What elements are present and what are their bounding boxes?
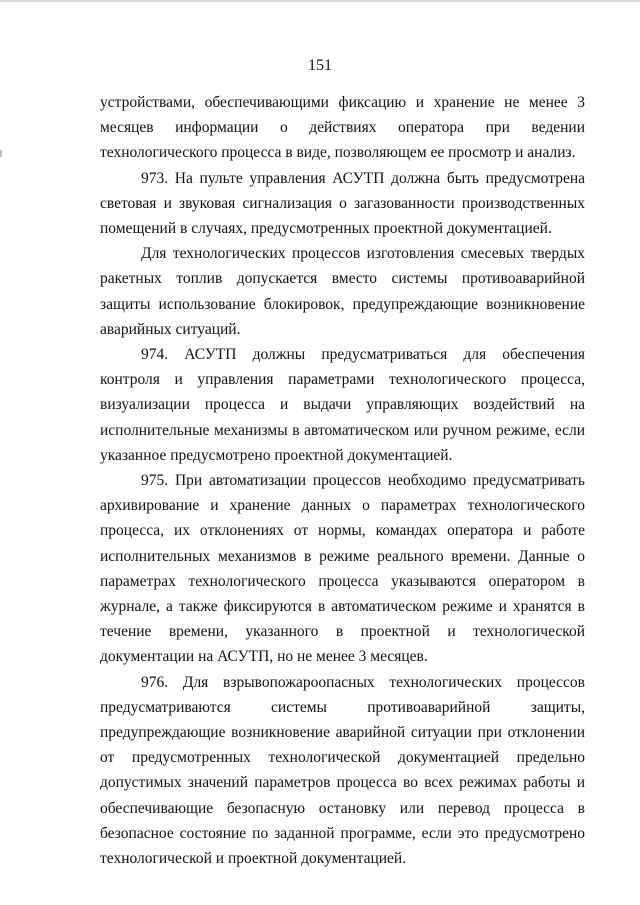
scan-edge-top [0,0,640,2]
paragraph-solid-propellant: Для технологических процессов изготовления смесевых твердых ракетных топлив допускается вместо системы противоаварийной защиты использование блокировок, предупреждающие возникновение аварийных ситуаций. [100,245,585,338]
page-number: 151 [308,57,332,74]
paragraph-975: 975. При автоматизации процессов необходимо предусматривать архивирование и хранение данных о параметрах технологического процесса, их отклонениях от нормы, командах оператора и работе исполнительных механизмов в режиме реального времени. Данные о параметрах технологического процесса указываются оператором в журнале, а также фиксируются в автоматическом режиме и хранятся в течение времени, указанного в проектной и технологической документации на АСУТП, но не менее 3 месяцев. [100,472,585,666]
paragraph-continuation: устройствами, обеспечивающими фиксацию и хранение не менее 3 месяцев информации о действиях оператора при ведении технологического процесса в виде, позволяющем ее просмотр и анализ. [100,94,585,162]
paragraph-973: 973. На пульте управления АСУТП должна быть предусмотрена световая и звуковая сигнализация о загазованности производственных помещений в случаях, предусмотренных проектной документацией. [100,169,585,238]
scan-edge-mark [0,150,2,157]
paragraph-974: 974. АСУТП должны предусматриваться для обеспечения контроля и управления параметрами технологического процесса, визуализации процесса и выдачи управляющих воздействий на исполнительные механизмы в автоматическом или ручном режиме, если указанное предусмотрено проектной документацией. [100,346,585,464]
paragraph-976: 976. Для взрывопожароопасных технологических процессов предусматриваются системы противоаварийной защиты, предупреждающие возникновение аварийной ситуации при отклонении от предусмотренных технологической документацией предельно допустимых значений параметров процесса во всех режимах работы и обеспечивающие безопасную остановку или перевод процесса в безопасное состояние по заданной программе, если это предусмотрено технологической и проектной документацией. [100,673,585,868]
body-text [100,90,585,871]
